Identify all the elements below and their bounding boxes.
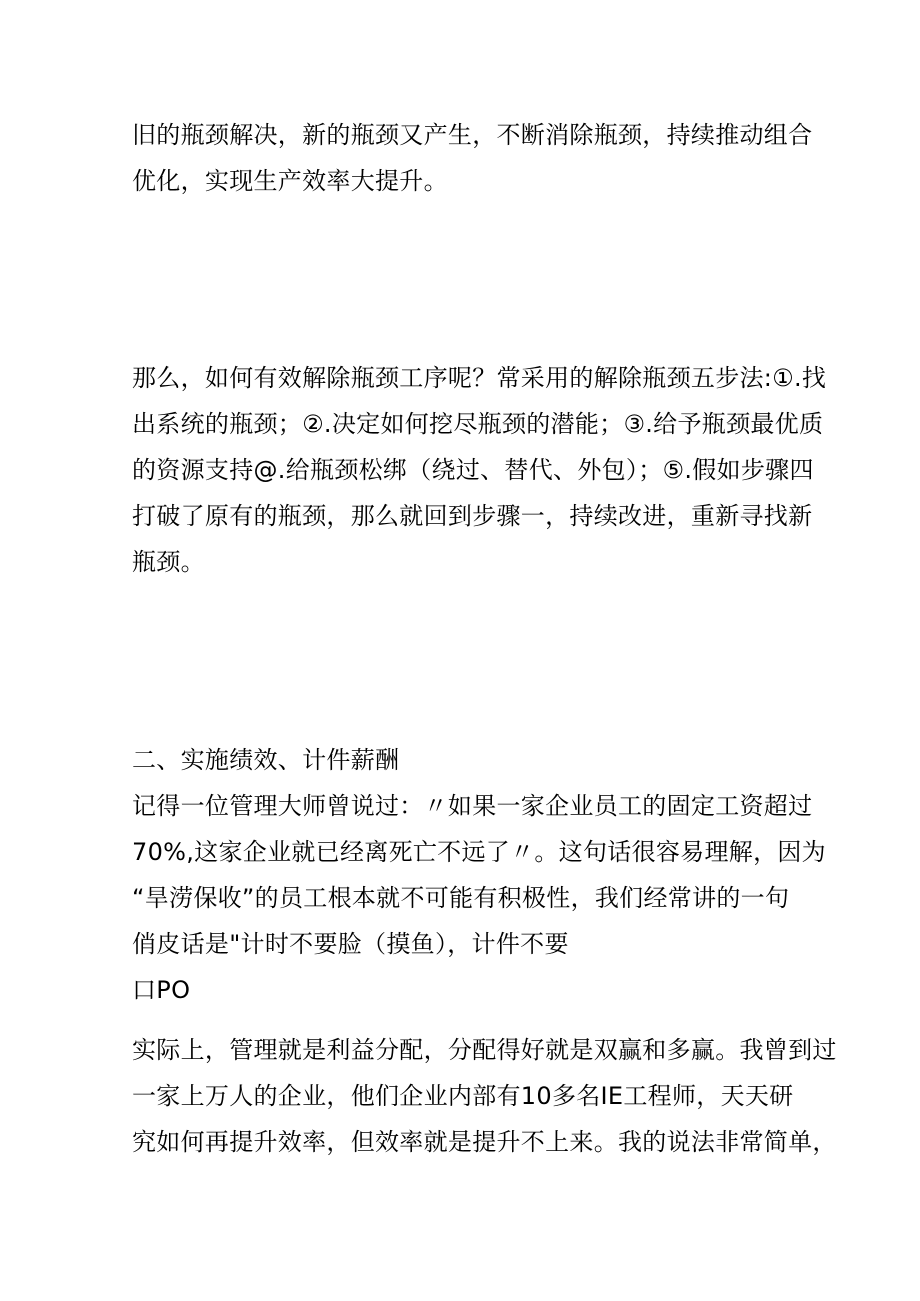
paragraph-management-quote <box>132 783 826 1013</box>
text-line: 实际上，管理就是利益分配，分配得好就是双赢和多赢。我曾到过 <box>132 1036 837 1064</box>
text-line: 的资源支持@.给瓶颈松绑（绕过、替代、外包）；⑤.假如步骤四 <box>132 456 814 484</box>
paragraph-benefit-distribution <box>132 1027 837 1165</box>
text-line: 记得一位管理大师曾说过：〃如果一家企业员工的固定工资超过 <box>132 792 813 820</box>
text-line: 旧的瓶颈解决，新的瓶颈又产生，不断消除瓶颈，持续推动组合 <box>132 121 813 149</box>
text-line: 出系统的瓶颈；②.决定如何挖尽瓶颈的潜能；③.给予瓶颈最优质 <box>132 410 824 438</box>
text-line: 俏皮话是"计时不要脸（摸鱼），计件不要 <box>132 930 569 958</box>
text-line: 口PO <box>132 976 191 1004</box>
paragraph-bottleneck-cycle <box>132 112 813 204</box>
text-line: 瓶颈。 <box>132 548 205 576</box>
section-heading: 二、实施绩效、计件薪酬 <box>132 746 400 774</box>
text-line: 那么，如何有效解除瓶颈工序呢？常采用的解除瓶颈五步法:①.找 <box>132 364 827 392</box>
text-line: 打破了原有的瓶颈，那么就回到步骤一，持续改进，重新寻找新 <box>132 502 813 530</box>
text-line: 究如何再提升效率，但效率就是提升不上来。我的说法非常简单， <box>132 1128 837 1156</box>
text-line: 70%,这家企业就已经离死亡不远了〃。这句话很容易理解，因为 <box>132 838 826 866</box>
paragraph-five-steps <box>132 355 827 585</box>
text-line: 一家上万人的企业，他们企业内部有10多名IE工程师，天天研 <box>132 1082 794 1110</box>
text-line: 优化，实现生产效率大提升。 <box>132 167 448 195</box>
text-line: “旱涝保收”的员工根本就不可能有积极性，我们经常讲的一句 <box>132 884 790 912</box>
